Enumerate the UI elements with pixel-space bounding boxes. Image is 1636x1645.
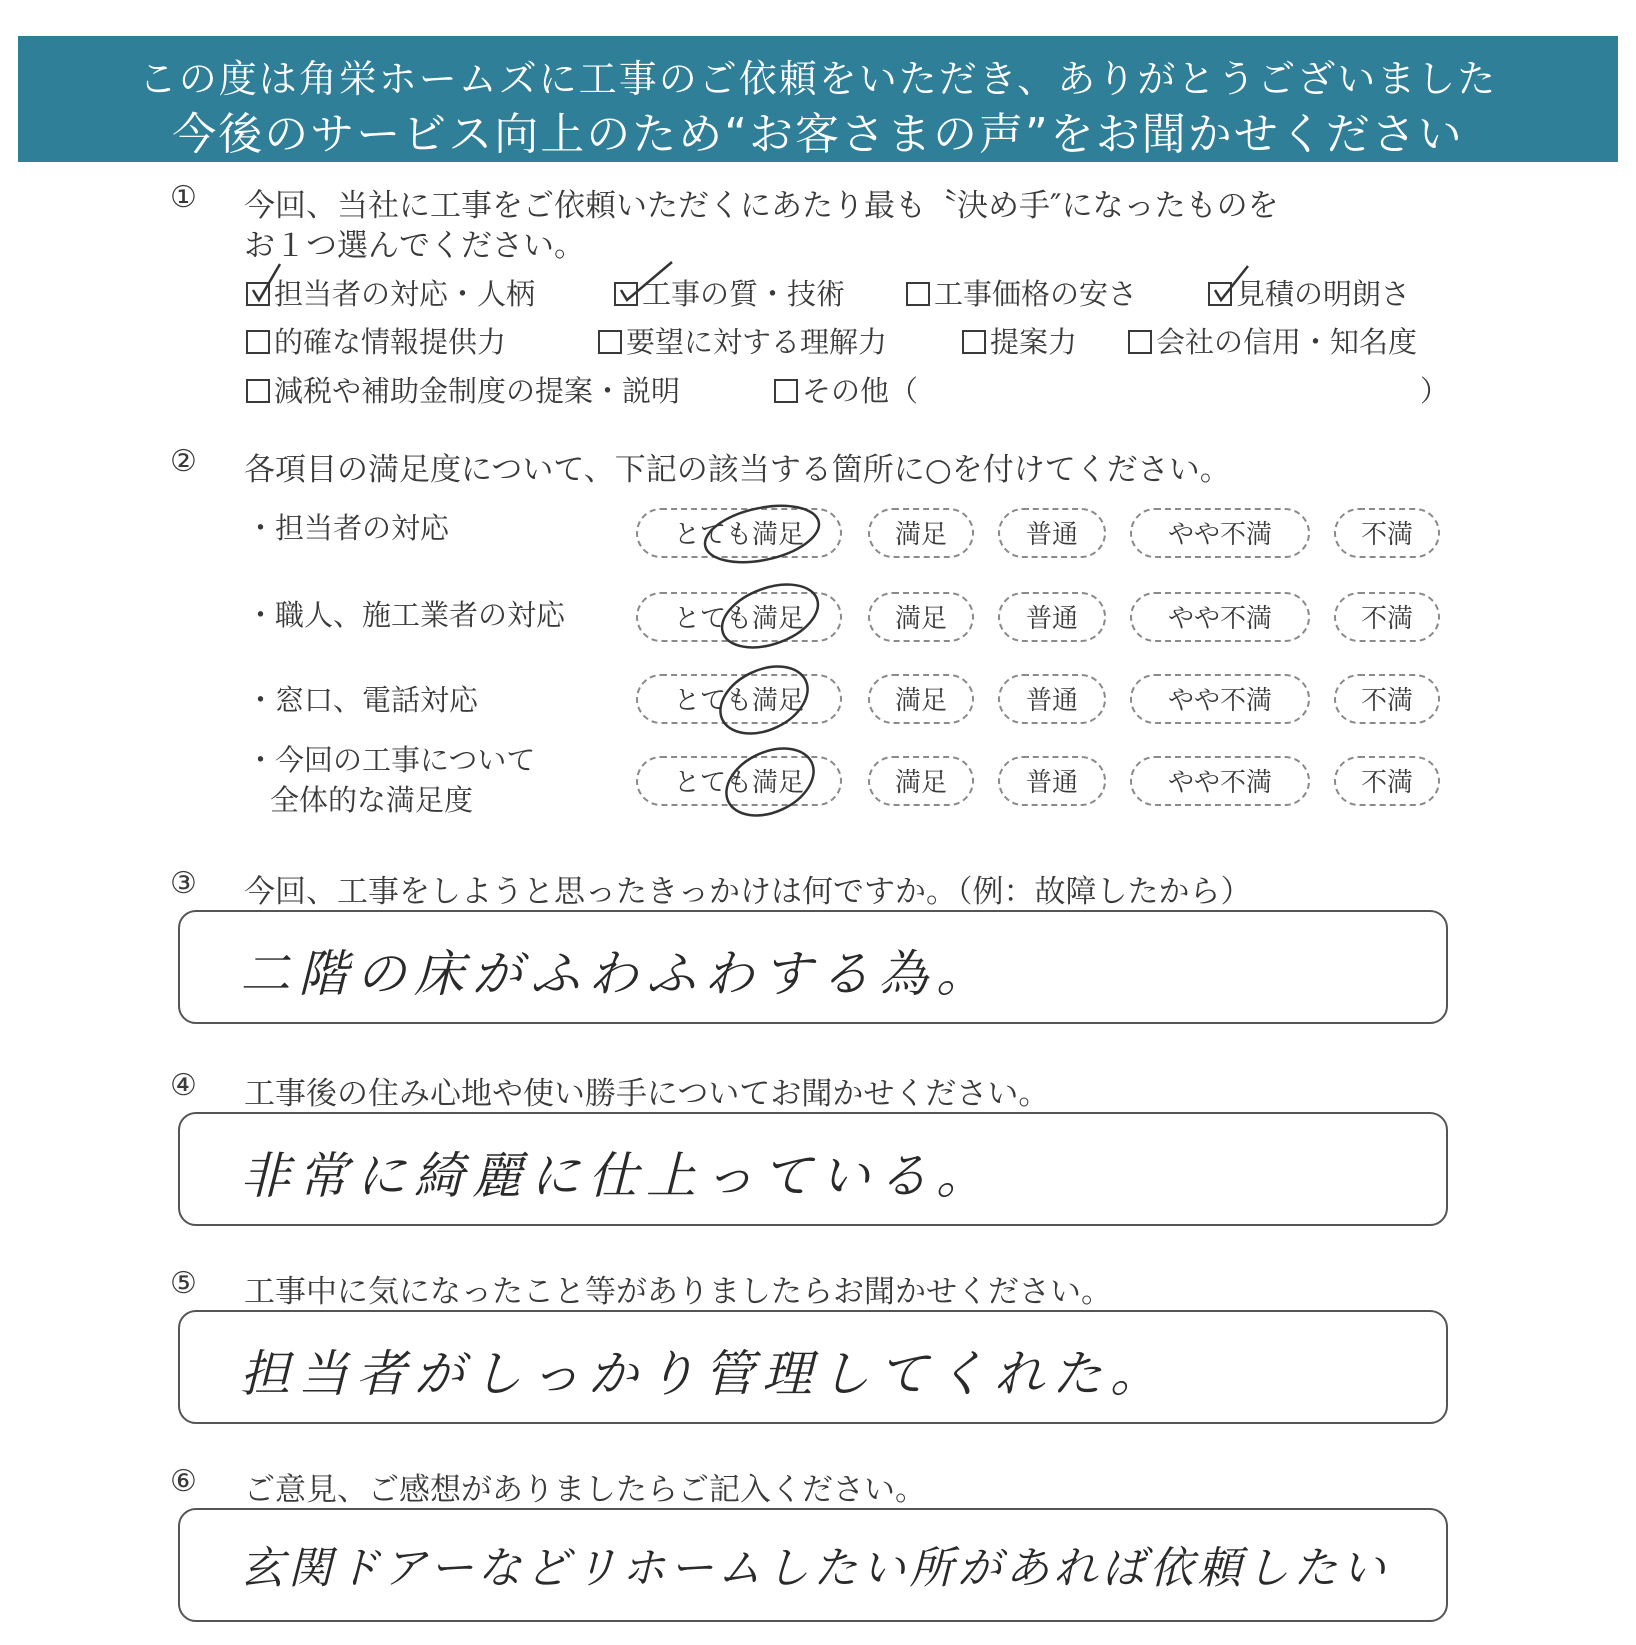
rating-label-tantou: ・担当者の対応 [246, 511, 450, 545]
q5-number: ⑤ [170, 1266, 197, 1301]
rating-normal[interactable]: 普通 [998, 592, 1106, 642]
option-label: 要望に対する理解力 [626, 325, 888, 359]
checkbox[interactable] [598, 330, 622, 354]
rating-dissatisfied[interactable]: 不満 [1334, 674, 1440, 724]
q2-text: 各項目の満足度について、下記の該当する箇所に○を付けてください。 [244, 452, 1231, 488]
checkmark-icon [618, 262, 652, 304]
rating-dissatisfied[interactable]: 不満 [1334, 756, 1440, 806]
q1-option-estimate[interactable] [1208, 272, 1410, 313]
rating-label-overall: ・今回の工事について [246, 743, 536, 777]
q1-option-quality[interactable] [614, 272, 845, 313]
q4-text: 工事後の住み心地や使い勝手についてお聞かせください。 [244, 1076, 1050, 1112]
q3-answer: 二階の床がふわふわする為。 [240, 945, 994, 1003]
q5-text: 工事中に気になったこと等がありましたらお聞かせください。 [244, 1274, 1112, 1310]
circle-selection-icon [700, 496, 830, 570]
q1-text-line2: お１つ選んでください。 [244, 228, 585, 264]
rating-dissatisfied[interactable]: 不満 [1334, 508, 1440, 558]
circle-selection-icon [710, 660, 820, 740]
q1-option-tantou[interactable] [246, 272, 535, 313]
rating-label-overall-2: 全体的な満足度 [270, 783, 474, 817]
option-label: 見積の明朗さ [1236, 277, 1411, 311]
checkbox[interactable] [1208, 282, 1232, 306]
q6-answer: 玄関ドアーなどリホームしたい所があれば依頼したい [240, 1543, 1390, 1594]
checkbox[interactable] [962, 330, 986, 354]
rating-satisfied[interactable]: 満足 [868, 508, 974, 558]
rating-very-satisfied[interactable]: とても満足 [636, 592, 842, 642]
q3-answer-box[interactable] [178, 910, 1448, 1024]
rating-label-craftsman: ・職人、施工業者の対応 [246, 598, 566, 632]
checkbox[interactable] [614, 282, 638, 306]
option-label: 提案力 [990, 325, 1078, 359]
option-label: 担当者の対応・人柄 [274, 277, 536, 311]
header-line-2: 今後のサービス向上のため“お客さまの声”をお聞かせください [172, 109, 1464, 160]
checkbox[interactable] [246, 379, 270, 403]
checkbox[interactable] [246, 282, 270, 306]
option-label: 会社の信用・知名度 [1156, 325, 1418, 359]
q5-answer: 担当者がしっかり管理してくれた。 [240, 1345, 1168, 1403]
q1-option-proposal[interactable] [962, 320, 1077, 361]
q1-option-price[interactable] [906, 272, 1137, 313]
q3-text: 今回、工事をしようと思ったきっかけは何ですか。（例：故障したから） [244, 874, 1252, 910]
option-label: その他（ [802, 374, 919, 408]
rating-normal[interactable]: 普通 [998, 674, 1106, 724]
rating-very-satisfied[interactable]: とても満足 [636, 508, 842, 558]
rating-very-satisfied[interactable]: とても満足 [636, 756, 842, 806]
header-line-1: この度は角栄ホームズに工事のご依頼をいただき、ありがとうございました [138, 57, 1498, 101]
checkbox[interactable] [774, 379, 798, 403]
rating-label-phone: ・窓口、電話対応 [246, 683, 479, 717]
checkbox[interactable] [246, 330, 270, 354]
other-paren-close: ） [1420, 374, 1450, 408]
rating-somewhat-dissatisfied[interactable]: やや不満 [1130, 592, 1310, 642]
q2-number: ② [170, 444, 197, 479]
q4-number: ④ [170, 1068, 197, 1103]
option-label: 減税や補助金制度の提案・説明 [274, 374, 681, 408]
checkbox[interactable] [906, 282, 930, 306]
rating-somewhat-dissatisfied[interactable]: やや不満 [1130, 756, 1310, 806]
rating-somewhat-dissatisfied[interactable]: やや不満 [1130, 508, 1310, 558]
option-label: 工事価格の安さ [934, 277, 1138, 311]
q6-text: ご意見、ご感想がありましたらご記入ください。 [244, 1472, 926, 1508]
q6-number: ⑥ [170, 1464, 197, 1499]
circle-selection-icon [716, 742, 826, 822]
option-label: 的確な情報提供力 [274, 325, 507, 359]
q4-answer-box[interactable] [178, 1112, 1448, 1226]
circle-selection-icon [712, 574, 832, 654]
checkbox[interactable] [1128, 330, 1152, 354]
q1-text-line1: 今回、当社に工事をご依頼いただくにあたり最も〝決め手″になったものを [244, 188, 1279, 224]
rating-satisfied[interactable]: 満足 [868, 592, 974, 642]
header-banner [18, 36, 1618, 162]
q1-option-understanding[interactable] [598, 320, 887, 361]
q1-option-other[interactable] [774, 369, 918, 410]
checkmark-icon [250, 262, 284, 304]
q4-answer: 非常に綺麗に仕上っている。 [240, 1147, 994, 1205]
q5-answer-box[interactable] [178, 1310, 1448, 1424]
q6-answer-box[interactable] [178, 1508, 1448, 1622]
rating-normal[interactable]: 普通 [998, 508, 1106, 558]
checkmark-icon [1212, 262, 1246, 304]
q1-option-info[interactable] [246, 320, 506, 361]
rating-normal[interactable]: 普通 [998, 756, 1106, 806]
rating-somewhat-dissatisfied[interactable]: やや不満 [1130, 674, 1310, 724]
rating-satisfied[interactable]: 満足 [868, 756, 974, 806]
q1-number: ① [170, 180, 197, 215]
rating-dissatisfied[interactable]: 不満 [1334, 592, 1440, 642]
option-label: 工事の質・技術 [642, 277, 846, 311]
rating-very-satisfied[interactable]: とても満足 [636, 674, 842, 724]
q1-option-trust[interactable] [1128, 320, 1417, 361]
rating-satisfied[interactable]: 満足 [868, 674, 974, 724]
q3-number: ③ [170, 866, 197, 901]
q1-option-tax[interactable] [246, 369, 680, 410]
